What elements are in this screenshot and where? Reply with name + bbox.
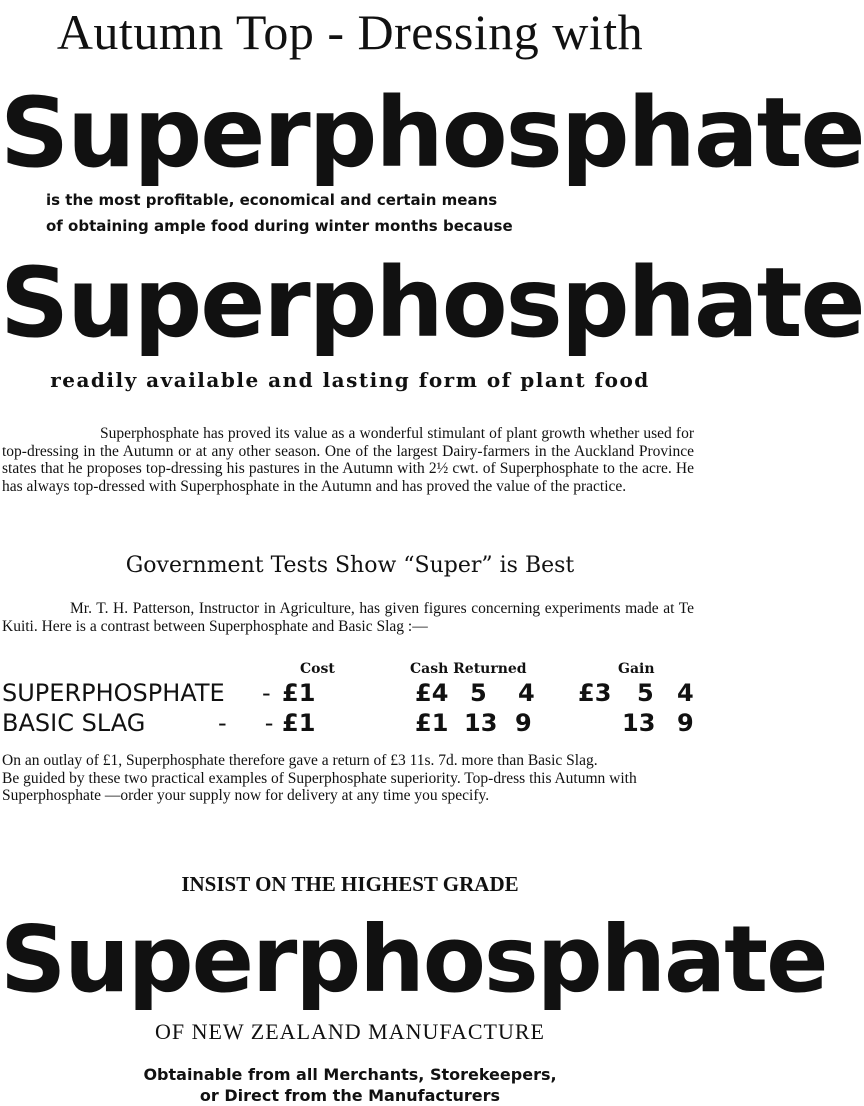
header-gain: Gain (618, 661, 655, 677)
paragraph-patterson-text: Mr. T. H. Patterson, Instructor in Agriculture, has given figures concerning experiments made at Te Kuiti. Here is a contrast between Superphosphate and Basic Slag :— (2, 600, 694, 635)
paragraph-stimulant (2, 425, 694, 495)
row-cost: £1 (282, 679, 316, 707)
obtainable-line-2: or Direct from the Manufacturers (199, 1086, 501, 1105)
plant-food-subhead: readily available and lasting form of plant food (50, 368, 650, 392)
row-gain-shillings: 13 (622, 709, 656, 737)
brand-name-bottom: Superphosphate (0, 906, 827, 1013)
tests-heading: Government Tests Show “Super” is Best (125, 553, 575, 578)
headline: Autumn Top - Dressing with (56, 4, 644, 60)
row-name: BASIC SLAG (2, 709, 146, 737)
row-returned-pence: 4 (518, 679, 535, 707)
row-returned-shillings: 13 (464, 709, 498, 737)
intro-line-1: is the most profitable, economical and certain means (46, 191, 498, 209)
row-returned-pounds: £4 (415, 679, 449, 707)
row-gain-shillings: 5 (637, 679, 654, 707)
paragraph-patterson (2, 600, 694, 635)
insist-line: INSIST ON THE HIGHEST GRADE (181, 872, 519, 896)
brand-name-middle: Superphosphate (0, 247, 864, 359)
manufacture-line: OF NEW ZEALAND MANUFACTURE (154, 1019, 545, 1044)
paragraph-stimulant-text: Superphosphate has proved its value as a wonderful stimulant of plant growth whether used for top-dressing in the Autumn or at any other season. One of the largest Dairy-farmers in the Auckland Province states that he proposes top-dressing his pastures in the Autumn with 2½ cwt. of Superphosphate to the acre. He has always top-dressed with Superphosphate in the Autumn and has proved the value of the practice. (2, 425, 694, 495)
row-separator: - - (218, 709, 274, 737)
row-name: SUPERPHOSPHATE (2, 679, 225, 707)
row-returned-shillings: 5 (470, 679, 487, 707)
closing-text (2, 752, 694, 805)
row-returned-pence: 9 (515, 709, 532, 737)
row-gain-pence: 4 (677, 679, 694, 707)
intro-line-2: of obtaining ample food during winter months because (46, 217, 513, 235)
row-cost: £1 (282, 709, 316, 737)
obtainable-line-1: Obtainable from all Merchants, Storekeepers, (143, 1065, 557, 1084)
header-cost: Cost (300, 661, 335, 677)
header-cash-returned: Cash Returned (410, 661, 527, 677)
row-separator: - (262, 679, 271, 707)
row-returned-pounds: £1 (415, 709, 449, 737)
closing-return-note: On an outlay of £1, Superphosphate therefore gave a return of £3 11s. 7d. more than Basic Slag. (2, 752, 598, 769)
row-gain-pence: 9 (677, 709, 694, 737)
brand-name-top: Superphosphate (0, 77, 864, 189)
row-gain-pounds: £3 (578, 679, 612, 707)
closing-call-to-action: Be guided by these two practical examples of Superphosphate superiority. Top-dress this Autumn with Superphosphate —order your supply now for delivery at any time you specify. (2, 769, 637, 804)
